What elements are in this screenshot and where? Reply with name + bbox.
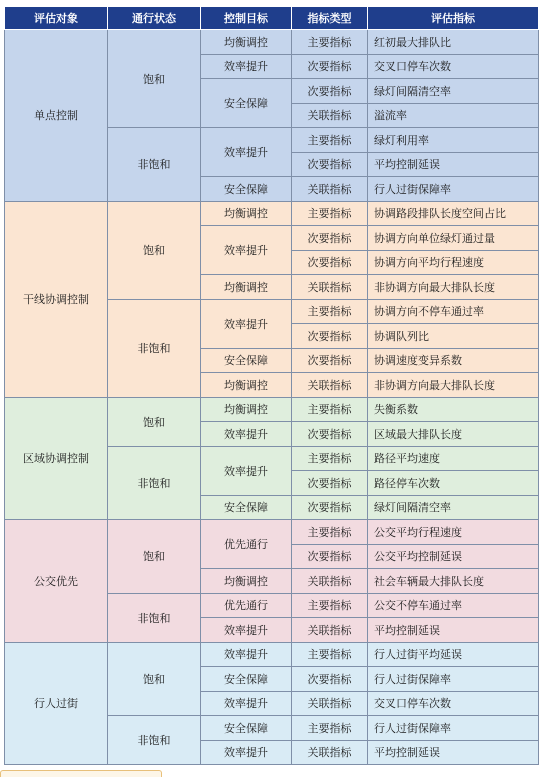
- traffic-state-cell: 饱和: [108, 642, 201, 716]
- evaluation-indicator-cell: 协调队列比: [368, 324, 539, 349]
- control-goal-cell: 优先通行: [201, 593, 292, 618]
- indicator-type-cell: 关联指标: [292, 275, 368, 300]
- indicator-type-cell: 关联指标: [292, 373, 368, 398]
- evaluation-indicator-cell: 交叉口停车次数: [368, 54, 539, 79]
- indicator-type-cell: 主要指标: [292, 397, 368, 422]
- evaluation-object-cell: 行人过街: [5, 642, 108, 764]
- evaluation-indicator-cell: 区域最大排队长度: [368, 422, 539, 447]
- control-goal-cell: 均衡调控: [201, 373, 292, 398]
- indicator-type-cell: 关联指标: [292, 618, 368, 643]
- control-goal-cell: 优先通行: [201, 520, 292, 569]
- evaluation-indicator-cell: 行人过街保障率: [368, 716, 539, 741]
- header-row: [5, 7, 539, 30]
- traffic-state-cell: 饱和: [108, 30, 201, 128]
- evaluation-indicator-cell: 协调方向不停车通过率: [368, 299, 539, 324]
- traffic-state-cell: 非饱和: [108, 446, 201, 520]
- evaluation-indicator-cell: 平均控制延误: [368, 152, 539, 177]
- control-goal-cell: 效率提升: [201, 299, 292, 348]
- control-goal-cell: 效率提升: [201, 740, 292, 764]
- control-goal-cell: 效率提升: [201, 54, 292, 79]
- indicator-type-cell: 次要指标: [292, 226, 368, 251]
- header-evaluation-object: 评估对象: [5, 7, 108, 30]
- evaluation-indicator-cell: 红初最大排队比: [368, 30, 539, 55]
- evaluation-indicator-cell: 行人过街保障率: [368, 667, 539, 692]
- evaluation-indicator-cell: 行人过街平均延误: [368, 642, 539, 667]
- traffic-state-cell: 饱和: [108, 397, 201, 446]
- indicator-type-cell: 次要指标: [292, 544, 368, 569]
- evaluation-indicator-cell: 协调路段排队长度空间占比: [368, 201, 539, 226]
- indicator-type-cell: 次要指标: [292, 79, 368, 104]
- evaluation-indicator-cell: 绿灯间隔清空率: [368, 79, 539, 104]
- traffic-state-cell: 非饱和: [108, 128, 201, 202]
- indicator-type-cell: 主要指标: [292, 593, 368, 618]
- evaluation-object-cell: 区域协调控制: [5, 397, 108, 520]
- evaluation-indicator-cell: 社会车辆最大排队长度: [368, 569, 539, 594]
- evaluation-object-cell: 单点控制: [5, 30, 108, 202]
- indicator-type-cell: 次要指标: [292, 495, 368, 520]
- indicator-type-cell: 主要指标: [292, 299, 368, 324]
- evaluation-indicator-cell: 路径停车次数: [368, 471, 539, 496]
- control-goal-cell: 安全保障: [201, 716, 292, 741]
- control-goal-cell: 安全保障: [201, 79, 292, 128]
- evaluation-indicator-cell: 行人过街保障率: [368, 177, 539, 202]
- table-row: [5, 520, 539, 545]
- header-control-goal: 控制目标: [201, 7, 292, 30]
- control-goal-cell: 均衡调控: [201, 397, 292, 422]
- control-goal-cell: 安全保障: [201, 667, 292, 692]
- evaluation-indicator-cell: 公交平均控制延误: [368, 544, 539, 569]
- table-row: [5, 30, 539, 55]
- indicator-type-cell: 关联指标: [292, 691, 368, 716]
- control-goal-cell: 均衡调控: [201, 569, 292, 594]
- control-goal-cell: 效率提升: [201, 642, 292, 667]
- indicator-type-cell: 主要指标: [292, 201, 368, 226]
- traffic-state-cell: 非饱和: [108, 299, 201, 397]
- evaluation-indicator-cell: 协调方向平均行程速度: [368, 250, 539, 275]
- traffic-state-cell: 饱和: [108, 520, 201, 594]
- evaluation-indicator-cell: 公交平均行程速度: [368, 520, 539, 545]
- evaluation-indicator-cell: 失衡系数: [368, 397, 539, 422]
- table-row: [5, 397, 539, 422]
- indicator-type-cell: 次要指标: [292, 422, 368, 447]
- traffic-state-cell: 非饱和: [108, 716, 201, 765]
- evaluation-indicator-cell: 溢流率: [368, 103, 539, 128]
- table-row: [5, 642, 539, 667]
- indicator-type-cell: 关联指标: [292, 177, 368, 202]
- indicator-type-cell: 次要指标: [292, 250, 368, 275]
- header-indicator-type: 指标类型: [292, 7, 368, 30]
- scroll-edge-tab: [0, 770, 162, 777]
- evaluation-indicator-table: [4, 6, 539, 765]
- table-body: [5, 30, 539, 765]
- indicator-type-cell: 次要指标: [292, 152, 368, 177]
- control-goal-cell: 效率提升: [201, 422, 292, 447]
- control-goal-cell: 均衡调控: [201, 30, 292, 55]
- control-goal-cell: 安全保障: [201, 348, 292, 373]
- indicator-type-cell: 主要指标: [292, 446, 368, 471]
- indicator-type-cell: 主要指标: [292, 520, 368, 545]
- evaluation-indicator-cell: 协调方向单位绿灯通过量: [368, 226, 539, 251]
- evaluation-table-container: [4, 6, 539, 765]
- control-goal-cell: 安全保障: [201, 177, 292, 202]
- indicator-type-cell: 主要指标: [292, 30, 368, 55]
- evaluation-indicator-cell: 绿灯利用率: [368, 128, 539, 153]
- indicator-type-cell: 次要指标: [292, 471, 368, 496]
- control-goal-cell: 安全保障: [201, 495, 292, 520]
- control-goal-cell: 效率提升: [201, 446, 292, 495]
- indicator-type-cell: 主要指标: [292, 642, 368, 667]
- evaluation-object-cell: 干线协调控制: [5, 201, 108, 397]
- indicator-type-cell: 关联指标: [292, 103, 368, 128]
- evaluation-object-cell: 公交优先: [5, 520, 108, 643]
- control-goal-cell: 均衡调控: [201, 201, 292, 226]
- traffic-state-cell: 饱和: [108, 201, 201, 299]
- evaluation-indicator-cell: 非协调方向最大排队长度: [368, 275, 539, 300]
- evaluation-indicator-cell: 平均控制延误: [368, 618, 539, 643]
- evaluation-indicator-cell: 非协调方向最大排队长度: [368, 373, 539, 398]
- indicator-type-cell: 次要指标: [292, 348, 368, 373]
- control-goal-cell: 效率提升: [201, 226, 292, 275]
- indicator-type-cell: 次要指标: [292, 324, 368, 349]
- evaluation-indicator-cell: 协调速度变异系数: [368, 348, 539, 373]
- control-goal-cell: 效率提升: [201, 691, 292, 716]
- indicator-type-cell: 次要指标: [292, 667, 368, 692]
- evaluation-indicator-cell: 路径平均速度: [368, 446, 539, 471]
- indicator-type-cell: 关联指标: [292, 569, 368, 594]
- evaluation-indicator-cell: 平均控制延误: [368, 740, 539, 764]
- traffic-state-cell: 非饱和: [108, 593, 201, 642]
- control-goal-cell: 效率提升: [201, 128, 292, 177]
- evaluation-indicator-cell: 交叉口停车次数: [368, 691, 539, 716]
- indicator-type-cell: 主要指标: [292, 716, 368, 741]
- header-traffic-state: 通行状态: [108, 7, 201, 30]
- indicator-type-cell: 主要指标: [292, 128, 368, 153]
- control-goal-cell: 效率提升: [201, 618, 292, 643]
- control-goal-cell: 均衡调控: [201, 275, 292, 300]
- indicator-type-cell: 关联指标: [292, 740, 368, 764]
- evaluation-indicator-cell: 绿灯间隔清空率: [368, 495, 539, 520]
- header-evaluation-indicator: 评估指标: [368, 7, 539, 30]
- evaluation-indicator-cell: 公交不停车通过率: [368, 593, 539, 618]
- table-row: [5, 201, 539, 226]
- indicator-type-cell: 次要指标: [292, 54, 368, 79]
